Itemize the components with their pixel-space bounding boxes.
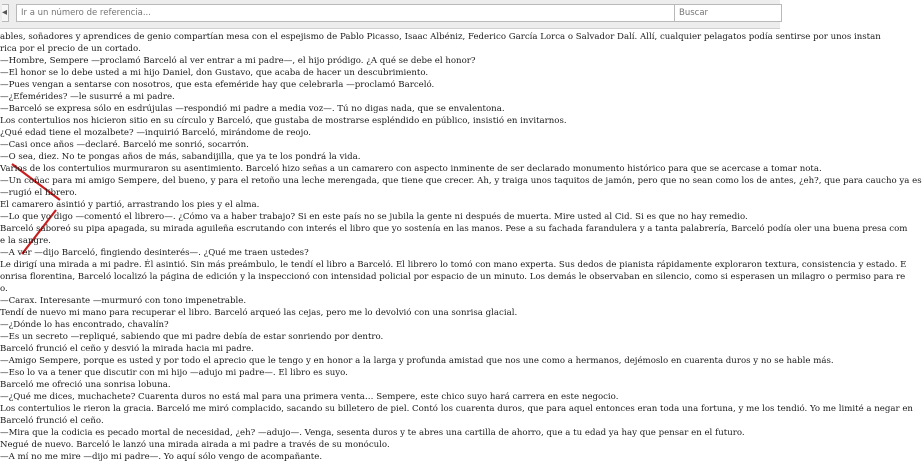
text-line: onrisa florentina, Barceló localizó la página de edición y la inspeccionó con intensidad policial por espacio de un minuto. Los demás le observaban en silencio, como si esperasen un milagro o permiso para re (0, 272, 906, 282)
text-line: —Mira que la codicia es pecado mortal de necesidad, ¿eh? —adujo—. Venga, sesenta duros y te abres una cartilla de ahorro, que a tu edad ya hay que pensar en el futuro. (0, 428, 745, 438)
text-line: Barceló saboreó su pipa apagada, su mirada aguileña escrutando con interés el libro que yo sostenía en las manos. Pese a su fachada farandulera y a tanta palabrería, Barceló podía oler una buena presa com (0, 224, 908, 234)
text-line: El camarero asintió y partió, arrastrando los pies y el alma. (0, 200, 260, 210)
text-line: —¿Qué me dices, muchachete? Cuarenta duros no está mal para una primera venta… Sempere, este chico suyo hará carrera en este negocio. (0, 392, 619, 402)
reader-toolbar (0, 0, 780, 29)
book-text-area (0, 32, 922, 470)
text-line: —Un coñac para mi amigo Sempere, del bueno, y para el retoño una leche merengada, que tiene que crecer. Ah, y traiga unos taquitos de jamón, pero que no sean como los de antes, ¿eh?, que para caucho ya es (0, 176, 922, 186)
text-line: —Amigo Sempere, porque es usted y por todo el aprecio que le tengo y en honor a la larga y profunda amistad que nos une como a hermanos, dejémoslo en cuarenta duros y no se hable más. (0, 356, 834, 366)
text-line: —O sea, diez. No te pongas años de más, sabandijilla, que ya te los pondrá la vida. (0, 152, 361, 162)
text-line: —Hombre, Sempere —proclamó Barceló al ver entrar a mi padre—, el hijo pródigo. ¿A qué se debe el honor? (0, 56, 476, 66)
text-line: —Carax. Interesante —murmuró con tono impenetrable. (0, 296, 247, 306)
text-line: Tendí de nuevo mi mano para recuperar el libro. Barceló arqueó las cejas, pero me lo devolvió con una sonrisa glacial. (0, 308, 518, 318)
search-input[interactable] (674, 4, 782, 22)
text-line: ¿Qué edad tiene el mozalbete? —inquirió Barceló, mirándome de reojo. (0, 128, 312, 138)
reference-number-input[interactable] (16, 4, 676, 22)
text-line: —Eso lo va a tener que discutir con mi hijo —adujo mi padre—. El libro es suyo. (0, 368, 348, 378)
text-line: —A mí no me mire —dijo mi padre—. Yo aquí sólo vengo de acompañante. (0, 452, 323, 462)
text-line: —Casi once años —declaré. Barceló me sonrió, socarrón. (0, 140, 249, 150)
text-line: Barceló frunció el ceño. (0, 416, 104, 426)
sidebar-toggle-button[interactable] (2, 4, 9, 22)
text-line: Le dirigí una mirada a mi padre. Él asintió. Sin más preámbulo, le tendí el libro a Barceló. El librero lo tomó con mano experta. Sus dedos de pianista rápidamente exploraron textura, consistencia y estado. E (0, 260, 907, 270)
text-line: —Barceló se expresa sólo en esdrújulas —respondió mi padre a media voz—. Tú no digas nada, que se envalentona. (0, 104, 505, 114)
text-line: —¿Dónde lo has encontrado, chavalín? (0, 320, 169, 330)
text-line: rica por el precio de un cortado. (0, 44, 141, 54)
text-line: —El honor se lo debe usted a mi hijo Daniel, don Gustavo, que acaba de hacer un descubrimiento. (0, 68, 429, 78)
arrow-left-icon: ◂ (2, 7, 8, 18)
text-line: —Pues vengan a sentarse con nosotros, que esta efeméride hay que celebrarla —proclamó Barceló. (0, 80, 435, 90)
text-line: o. (0, 284, 8, 294)
text-line: Los contertulios le rieron la gracia. Barceló me miró complacido, sacando su billetero de piel. Contó los cuarenta duros, que para aquel entonces eran toda una fortuna, y me los tendió. Yo me limité a negar en (0, 404, 913, 414)
text-line: Varios de los contertulios murmuraron su asentimiento. Barceló hizo señas a un camarero con aspecto inminente de ser declarado monumento histórico para que se acercase a tomar nota. (0, 164, 822, 174)
text-line: Negué de nuevo. Barceló le lanzó una mirada airada a mi padre a través de su monóculo. (0, 440, 390, 450)
text-line: —Es un secreto —repliqué, sabiendo que mi padre debía de estar sonriendo por dentro. (0, 332, 384, 342)
text-line: Barceló me ofreció una sonrisa lobuna. (0, 380, 171, 390)
text-line: ables, soñadores y aprendices de genio compartían mesa con el espejismo de Pablo Picasso, Isaac Albéniz, Federico García Lorca o Salvador Dalí. Allí, cualquier pelagatos podía sentirse por unos instan (0, 32, 881, 42)
text-line: e la sangre. (0, 236, 51, 246)
text-line: —Lo que yo digo —comentó el librero—. ¿Cómo va a haber trabajo? Si en este país no se jubila la gente ni después de muerta. Mire usted al Cid. Si es que no hay remedio. (0, 212, 748, 222)
text-line: —rugió el librero. (0, 188, 78, 198)
text-line: —¿Efemérides? —le susurré a mi padre. (0, 92, 175, 102)
text-line: Los contertulios nos hicieron sitio en su círculo y Barceló, que gustaba de mostrarse espléndido en público, insistió en invitarnos. (0, 116, 567, 126)
text-line: Barceló frunció el ceño y desvió la mirada hacia mi padre. (0, 344, 254, 354)
text-line: —A ver —dijo Barceló, fingiendo desinterés—. ¿Qué me traen ustedes? (0, 248, 309, 258)
